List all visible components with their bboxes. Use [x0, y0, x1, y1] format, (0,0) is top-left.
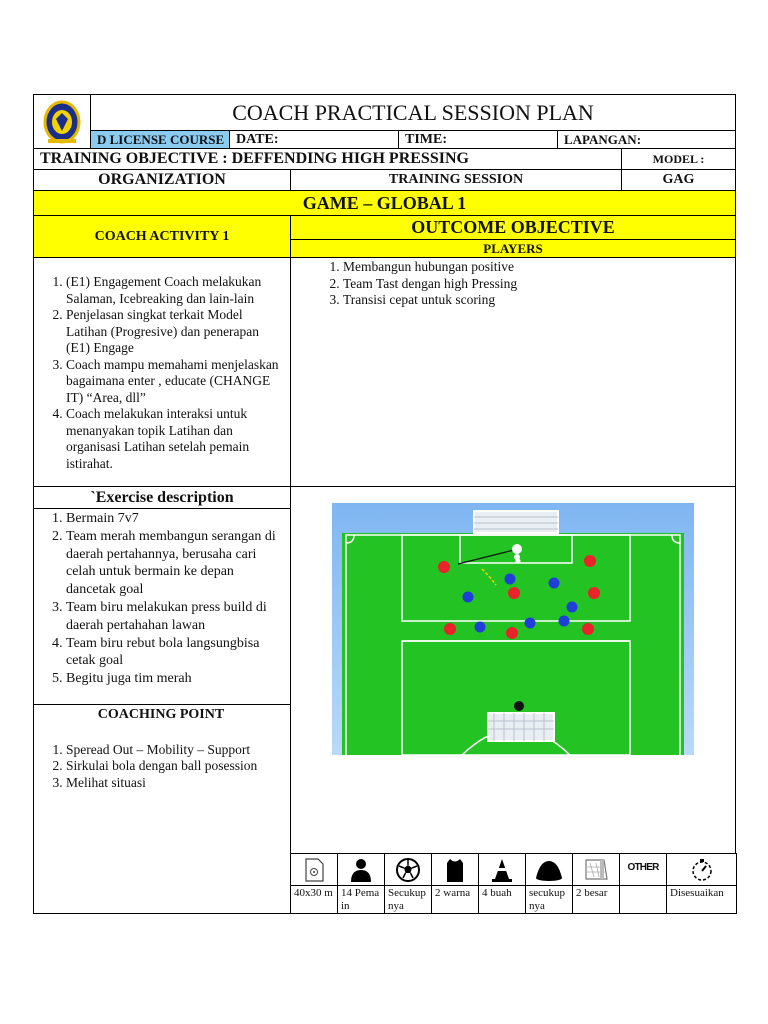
list-item: 3. Melihat situasi — [66, 775, 282, 792]
goal-icon-cell — [572, 853, 620, 886]
equipment-value: Disesuaikan — [666, 885, 737, 914]
list-item: 1. Bermain 7v7 — [66, 510, 282, 528]
player-icon — [348, 857, 374, 883]
ball-icon — [395, 857, 421, 883]
goal-bottom-icon — [488, 713, 554, 741]
coaching-point-list — [40, 742, 282, 792]
exercise-title: `Exercise description — [33, 486, 291, 509]
equipment-table — [290, 853, 736, 914]
field-size-icon — [301, 857, 327, 883]
players-subtitle: PLAYERS — [290, 239, 736, 258]
list-item: 2. Team Tast dengan high Pressing — [343, 276, 727, 293]
field-size-icon-cell — [290, 853, 338, 886]
list-item: 1. (E1) Engagement Coach melakukan Salaman, Icebreaking dan lain-lain — [66, 274, 282, 307]
organization-label: ORGANIZATION — [33, 169, 291, 191]
ball-icon-cell — [384, 853, 432, 886]
equipment-value: 4 buah — [478, 885, 526, 914]
list-item: 4. Coach melakukan interaksi untuk menanyakan topik Latihan dan organisasi Latihan setelah pemain istirahat. — [66, 406, 282, 472]
logo-cell — [33, 94, 91, 149]
coaching-point-cell — [33, 704, 291, 914]
exercise-list — [40, 510, 282, 688]
equipment-value: secukupnya — [525, 885, 573, 914]
goal-top-icon — [474, 511, 558, 533]
other-icon: OTHER — [627, 862, 659, 873]
other-icon-cell — [619, 853, 667, 886]
coach-activity-list — [40, 274, 282, 472]
player-icon-cell — [337, 853, 385, 886]
game-title: GAME – GLOBAL 1 — [33, 190, 736, 216]
equipment-value: 14 Pemain — [337, 885, 385, 914]
equipment-value: 40x30 m — [290, 885, 338, 914]
bib-icon-cell — [431, 853, 479, 886]
list-item: 3. Coach mampu memahami menjelaskan bagaimana enter , educate (CHANGE IT) “Area, dll” — [66, 357, 282, 407]
exercise-cell — [33, 508, 291, 705]
training-objective: TRAINING OBJECTIVE : DEFFENDING HIGH PRESSING — [33, 148, 622, 170]
bib-icon — [442, 857, 468, 883]
list-item: 2. Team merah membangun serangan di daerah pertahannya, berusaha cari celah untuk bermain ke depan dancetak goal — [66, 528, 282, 599]
coach-activity-cell — [33, 257, 291, 487]
list-item: 3. Team biru melakukan press build di daerah pertahahan lawan — [66, 599, 282, 635]
license-course-cell: D LICENSE COURSE — [90, 130, 230, 149]
coaching-point-title: COACHING POINT — [97, 707, 225, 722]
coach-activity-title: COACH ACTIVITY 1 — [33, 215, 291, 258]
model-value: GAG — [621, 169, 736, 191]
equipment-value — [619, 885, 667, 914]
cone-icon — [489, 857, 515, 883]
list-item: 2. Sirkulai bola dengan ball posession — [66, 758, 282, 775]
list-item: 1. Membangun hubungan positive — [343, 259, 727, 276]
list-item: 4. Team biru rebut bola langsungbisa cetak goal — [66, 635, 282, 671]
goalkeeper-bottom-icon — [514, 701, 524, 711]
outcome-cell — [290, 257, 736, 487]
field-label: LAPANGAN: — [557, 130, 736, 149]
list-item: 3. Transisi cepat untuk scoring — [343, 292, 727, 309]
timer-icon — [689, 857, 715, 883]
list-item: 5. Begitu juga tim merah — [66, 670, 282, 688]
model-label: MODEL : — [621, 148, 736, 170]
date-label: DATE: — [229, 130, 399, 149]
equipment-value: 2 warna — [431, 885, 479, 914]
ball-icon — [516, 559, 521, 564]
page-title: COACH PRACTICAL SESSION PLAN — [90, 94, 736, 131]
diagram-cell — [290, 486, 736, 854]
logo-emblem-icon — [34, 95, 90, 148]
timer-icon-cell — [666, 853, 737, 886]
time-label: TIME: — [398, 130, 558, 149]
goal-icon — [582, 857, 610, 883]
marker-icon-cell — [525, 853, 573, 886]
training-session-label: TRAINING SESSION — [290, 169, 622, 191]
list-item: 2. Penjelasan singkat terkait Model Latihan (Progresive) dan penerapan (E1) Engage — [66, 307, 282, 357]
cone-icon-cell — [478, 853, 526, 886]
list-item: 1. Speread Out – Mobility – Support — [66, 742, 282, 759]
outcome-list — [317, 259, 727, 309]
equipment-value: 2 besar — [572, 885, 620, 914]
pitch-diagram — [332, 503, 694, 755]
outcome-objective-title: OUTCOME OBJECTIVE — [290, 215, 736, 240]
equipment-value: Secukupnya — [384, 885, 432, 914]
marker-icon — [534, 857, 564, 883]
